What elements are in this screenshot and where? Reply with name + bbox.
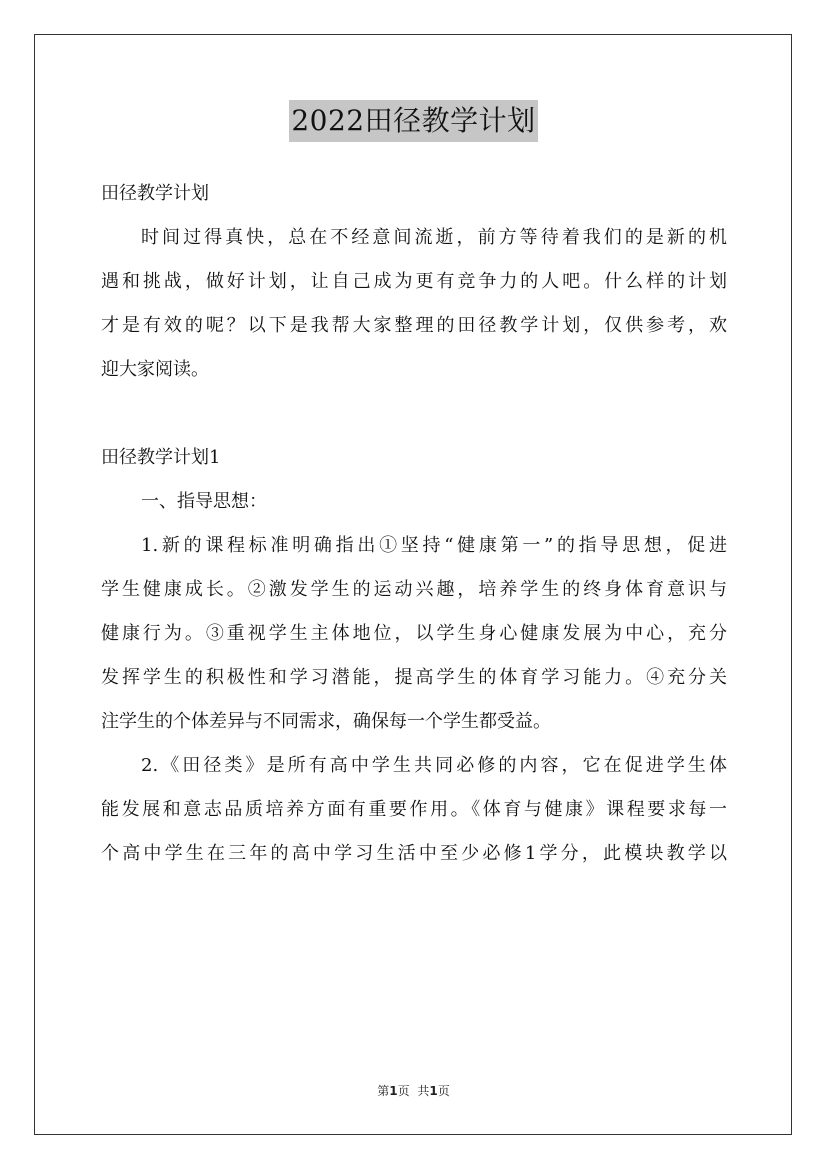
section-title: 田径教学计划1 — [101, 447, 221, 468]
intro-line: 迎大家阅读。 — [101, 359, 209, 380]
point2-line: 个高中学生在三年的高中学习生活中至少必修1学分，此模块教学以 — [101, 843, 727, 864]
intro-line: 遇和挑战，做好计划，让自己成为更有竞争力的人吧。什么样的计划 — [101, 271, 727, 292]
footer-prefix: 第 — [377, 1084, 390, 1098]
point1-line: 发挥学生的积极性和学习潜能，提高学生的体育学习能力。④充分关 — [101, 667, 727, 688]
point1-line: 1.新的课程标准明确指出①坚持“健康第一”的指导思想，促进 — [141, 535, 727, 556]
point1-line: 注学生的个体差异与不同需求，确保每一个学生都受益。 — [101, 711, 551, 732]
intro-line: 时间过得真快，总在不经意间流逝，前方等待着我们的是新的机 — [141, 227, 727, 248]
footer-total-unit: 页 — [437, 1084, 450, 1098]
point2-line: 能发展和意志品质培养方面有重要作用。《体育与健康》课程要求每一 — [101, 799, 727, 820]
point1-line: 健康行为。③重视学生主体地位，以学生身心健康发展为中心，充分 — [101, 623, 727, 644]
footer-total-prefix: 共 — [417, 1084, 430, 1098]
footer-total-pages: 1 — [429, 1084, 438, 1098]
title-container — [0, 100, 827, 142]
footer-page-number: 1 — [389, 1084, 398, 1098]
point1-line: 学生健康成长。②激发学生的运动兴趣，培养学生的终身体育意识与 — [101, 579, 727, 600]
paragraph-gap — [101, 392, 727, 436]
page-footer — [0, 1082, 827, 1099]
document-body — [101, 172, 727, 876]
subtitle: 田径教学计划 — [101, 183, 209, 204]
document-title: 2022田径教学计划 — [289, 100, 537, 142]
guiding-heading: 一、指导思想： — [141, 491, 267, 512]
point2-line: 2.《田径类》是所有高中学生共同必修的内容，它在促进学生体 — [141, 755, 727, 776]
intro-line: 才是有效的呢？以下是我帮大家整理的田径教学计划，仅供参考，欢 — [101, 315, 727, 336]
footer-page-unit: 页 — [397, 1084, 410, 1098]
